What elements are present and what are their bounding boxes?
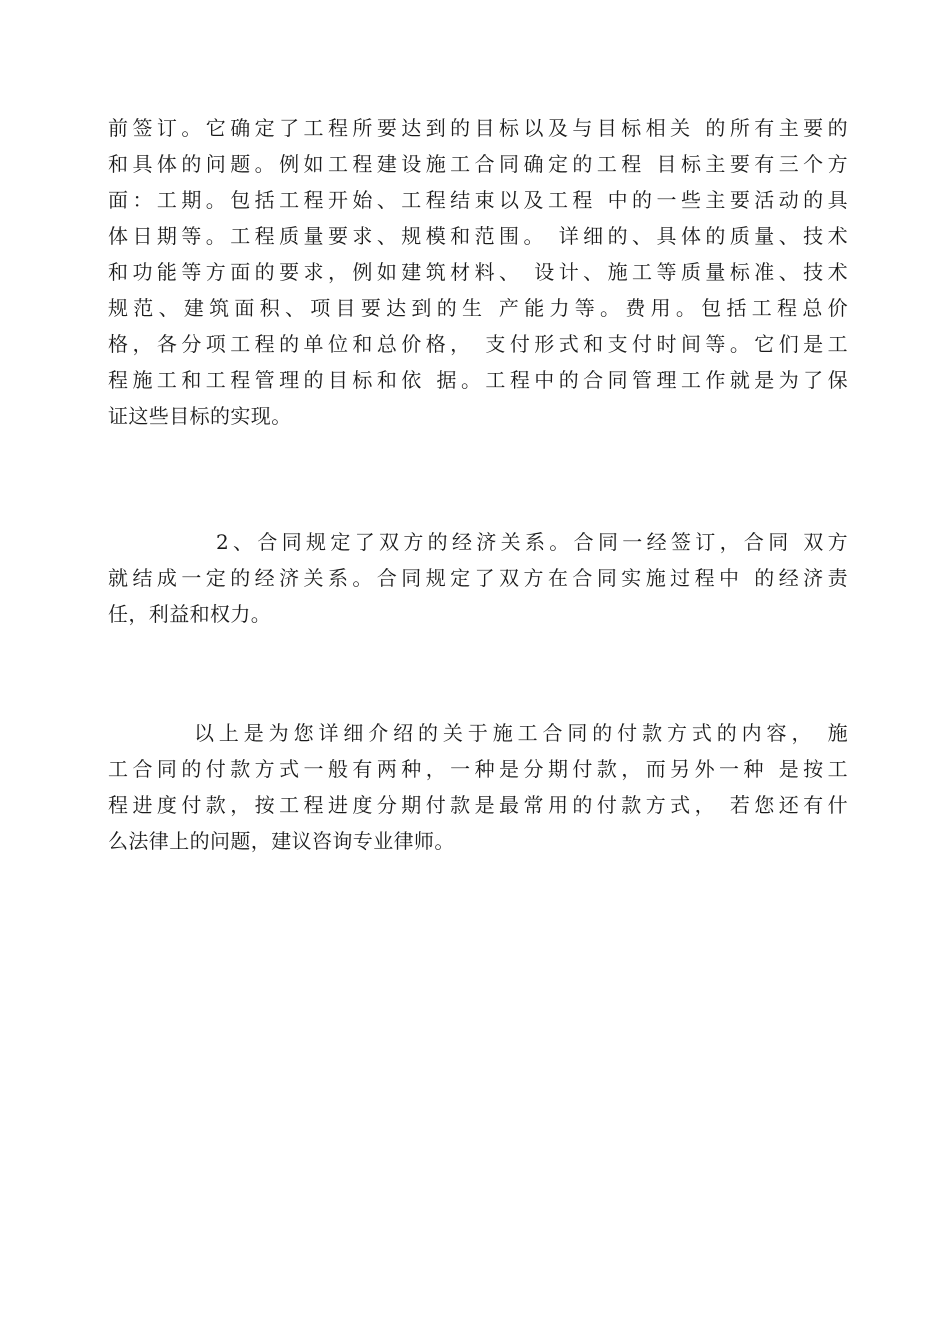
text-line: 么法律上的问题，建议咨询专业律师。 [108, 829, 455, 853]
text-line: 前签订。它确定了工程所要达到的目标以及与目标相关 的所有主要的 [108, 116, 848, 140]
text-line: 就结成一定的经济关系。合同规定了双方在合同实施过程中 的经济责 [108, 566, 848, 590]
text-line: 体日期等。工程质量要求、规模和范围。 详细的、具体的质量、技术 [108, 224, 848, 248]
text-line: 格，各分项工程的单位和总价格， 支付形式和支付时间等。它们是工 [108, 332, 848, 356]
text-line: 规范、建筑面积、项目要达到的生 产能力等。费用。包括工程总价 [108, 296, 848, 320]
text-line: 和具体的问题。例如工程建设施工合同确定的工程 目标主要有三个方 [108, 152, 848, 176]
paragraph-economic-relations [108, 524, 848, 632]
text-line: 和功能等方面的要求，例如建筑材料、 设计、施工等质量标准、技术 [108, 260, 848, 284]
text-line: 工合同的付款方式一般有两种，一种是分期付款，而另外一种 是按工 [108, 757, 848, 781]
text-line: 面：工期。包括工程开始、工程结束以及工程 中的一些主要活动的具 [108, 188, 848, 212]
text-line: 程进度付款，按工程进度分期付款是最常用的付款方式， 若您还有什 [108, 793, 848, 817]
paragraph-contract-objectives [108, 110, 848, 434]
text-line: 证这些目标的实现。 [108, 404, 292, 428]
text-line: 程施工和工程管理的目标和依 据。工程中的合同管理工作就是为了保 [108, 368, 848, 392]
paragraph-payment-summary [108, 715, 848, 859]
text-line: 2、合同规定了双方的经济关系。合同一经签订，合同 双方 [216, 530, 848, 554]
text-line: 任，利益和权力。 [108, 602, 272, 626]
text-line: 以上是为您详细介绍的关于施工合同的付款方式的内容， 施 [194, 721, 848, 745]
